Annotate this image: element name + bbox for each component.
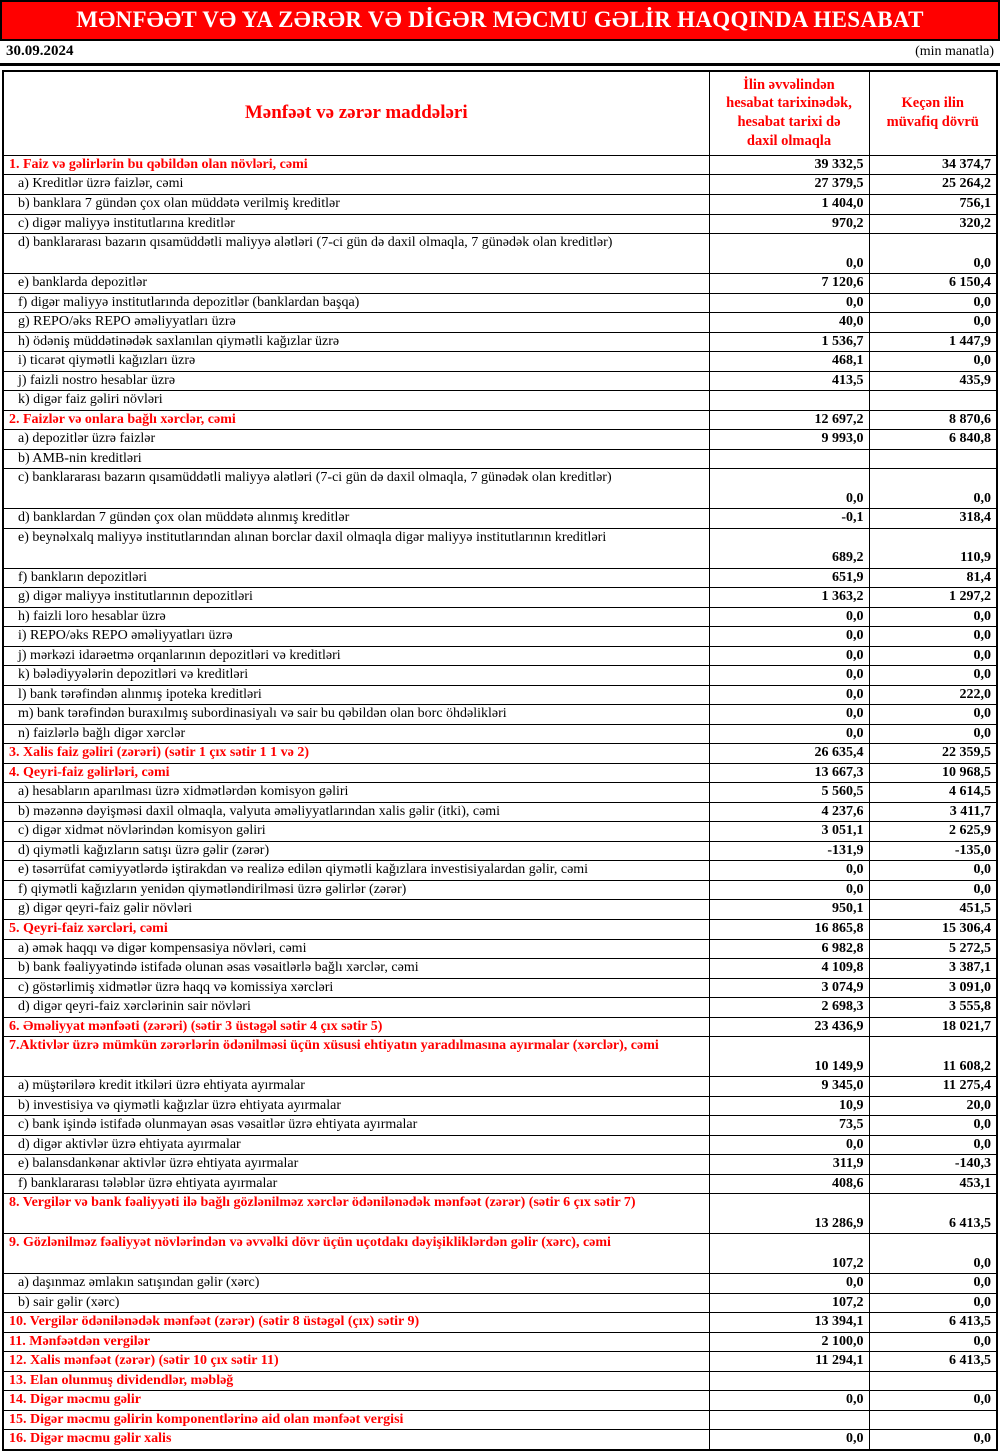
table-row xyxy=(3,1313,997,1333)
table-row xyxy=(3,1410,997,1430)
row-value-previous-period xyxy=(869,1371,997,1391)
row-value-current-period: 3 074,9 xyxy=(709,978,869,998)
row-label: b) bank fəaliyyətində istifadə olunan əsas vəsaitlərlə bağlı xərclər, cəmi xyxy=(3,959,709,979)
row-value-previous-period: 3 555,8 xyxy=(869,998,997,1018)
table-row xyxy=(3,214,997,234)
row-value-current-period: 13 286,9 xyxy=(709,1194,869,1234)
row-label: 13. Elan olunmuş dividendlər, məbləğ xyxy=(3,1371,709,1391)
table-row xyxy=(3,568,997,588)
row-value-previous-period: 320,2 xyxy=(869,214,997,234)
column-header-items: Mənfəət və zərər maddələri xyxy=(3,71,709,156)
row-value-current-period: 10 149,9 xyxy=(709,1037,869,1077)
row-label: c) banklararası bazarın qısamüddətli maliyyə alətləri (7-ci gün də daxil olmaqla, 7 günədək olan kreditlər) xyxy=(3,469,709,509)
row-value-current-period: 3 051,1 xyxy=(709,822,869,842)
row-label: h) ödəniş müddətinədək saxlanılan qiymətli kağızlar üzrə xyxy=(3,332,709,352)
row-label: g) digər maliyyə institutlarının depozitləri xyxy=(3,588,709,608)
table-row xyxy=(3,410,997,430)
row-value-previous-period xyxy=(869,449,997,469)
row-value-previous-period: 5 272,5 xyxy=(869,939,997,959)
row-value-previous-period: 756,1 xyxy=(869,195,997,215)
row-value-previous-period: 0,0 xyxy=(869,705,997,725)
row-value-previous-period: 0,0 xyxy=(869,352,997,372)
row-label: b) investisiya və qiymətli kağızlar üzrə ehtiyata ayırmalar xyxy=(3,1096,709,1116)
row-value-current-period: 0,0 xyxy=(709,861,869,881)
row-value-current-period: 0,0 xyxy=(709,234,869,274)
row-value-previous-period: 0,0 xyxy=(869,1116,997,1136)
row-label: i) REPO/əks REPO əməliyyatları üzrə xyxy=(3,627,709,647)
row-label: h) faizli loro hesablar üzrə xyxy=(3,607,709,627)
row-label: 9. Gözlənilməz fəaliyyət növlərindən və əvvəlki dövr üçün uçotdakı dəyişikliklərdən gəlir (xərc), cəmi xyxy=(3,1234,709,1274)
row-label: d) banklardan 7 gündən çox olan müddətə alınmış kreditlər xyxy=(3,509,709,529)
row-label: g) REPO/əks REPO əməliyyatları üzrə xyxy=(3,313,709,333)
row-label: i) ticarət qiymətli kağızları üzrə xyxy=(3,352,709,372)
row-value-previous-period: 15 306,4 xyxy=(869,919,997,939)
row-label: 12. Xalis mənfəət (zərər) (sətir 10 çıx sətir 11) xyxy=(3,1352,709,1372)
table-row xyxy=(3,313,997,333)
row-label: 5. Qeyri-faiz xərcləri, cəmi xyxy=(3,919,709,939)
row-label: b) AMB-nin kreditləri xyxy=(3,449,709,469)
row-label: b) məzənnə dəyişməsi daxil olmaqla, valyuta əməliyyatlarından xalis gəlir (itki), cəmi xyxy=(3,802,709,822)
row-value-current-period: 0,0 xyxy=(709,646,869,666)
row-value-current-period: -131,9 xyxy=(709,841,869,861)
row-label: a) müştərilərə kredit itkiləri üzrə ehtiyata ayırmalar xyxy=(3,1077,709,1097)
table-row xyxy=(3,880,997,900)
row-value-previous-period: 435,9 xyxy=(869,371,997,391)
row-label: m) bank tərəfindən buraxılmış subordinasiyalı və sair bu qəbildən olan borc öhdəlikləri xyxy=(3,705,709,725)
row-label: a) depozitlər üzrə faizlər xyxy=(3,430,709,450)
row-value-previous-period: 222,0 xyxy=(869,685,997,705)
row-value-current-period: 0,0 xyxy=(709,293,869,313)
table-row xyxy=(3,588,997,608)
row-value-previous-period: 0,0 xyxy=(869,607,997,627)
row-value-current-period: 468,1 xyxy=(709,352,869,372)
table-row xyxy=(3,841,997,861)
row-value-previous-period: 0,0 xyxy=(869,1234,997,1274)
row-value-current-period: 10,9 xyxy=(709,1096,869,1116)
row-label: a) hesabların aparılması üzrə xidmətlərdən komisyon gəliri xyxy=(3,783,709,803)
row-value-current-period xyxy=(709,1410,869,1430)
row-label: 8. Vergilər və bank fəaliyyəti ilə bağlı gözlənilməz xərclər ödənilənədək mənfəət (zərər) (sətir 6 çıx sətir 7) xyxy=(3,1194,709,1234)
row-value-current-period: 970,2 xyxy=(709,214,869,234)
row-value-previous-period: 6 840,8 xyxy=(869,430,997,450)
row-value-previous-period: 18 021,7 xyxy=(869,1017,997,1037)
row-value-previous-period: 0,0 xyxy=(869,469,997,509)
row-label: l) bank tərəfindən alınmış ipoteka kreditləri xyxy=(3,685,709,705)
row-value-previous-period: 451,5 xyxy=(869,900,997,920)
table-row xyxy=(3,666,997,686)
row-value-previous-period: 0,0 xyxy=(869,1274,997,1294)
table-row xyxy=(3,293,997,313)
row-label: n) faizlərlə bağlı digər xərclər xyxy=(3,724,709,744)
row-value-previous-period: 34 374,7 xyxy=(869,155,997,175)
row-value-current-period: 5 560,5 xyxy=(709,783,869,803)
row-label: d) digər qeyri-faiz xərclərinin sair növləri xyxy=(3,998,709,1018)
table-row xyxy=(3,1234,997,1274)
row-value-current-period: 13 394,1 xyxy=(709,1313,869,1333)
row-value-previous-period: 0,0 xyxy=(869,1332,997,1352)
row-label: c) digər maliyyə institutlarına kreditlər xyxy=(3,214,709,234)
row-label: b) banklara 7 gündən çox olan müddətə verilmiş kreditlər xyxy=(3,195,709,215)
row-value-current-period: 689,2 xyxy=(709,528,869,568)
table-row xyxy=(3,783,997,803)
table-row xyxy=(3,1155,997,1175)
table-row xyxy=(3,939,997,959)
row-value-current-period: 11 294,1 xyxy=(709,1352,869,1372)
row-label: g) digər qeyri-faiz gəlir növləri xyxy=(3,900,709,920)
table-row xyxy=(3,978,997,998)
row-value-current-period: 9 345,0 xyxy=(709,1077,869,1097)
row-value-previous-period: 11 275,4 xyxy=(869,1077,997,1097)
row-value-current-period: 0,0 xyxy=(709,469,869,509)
row-label: 4. Qeyri-faiz gəlirləri, cəmi xyxy=(3,763,709,783)
row-label: 10. Vergilər ödənilənədək mənfəət (zərər) (sətir 8 üstəgəl (çıx) sətir 9) xyxy=(3,1313,709,1333)
row-value-previous-period: 0,0 xyxy=(869,646,997,666)
table-row xyxy=(3,744,997,764)
row-label: 3. Xalis faiz gəliri (zərəri) (sətir 1 çıx sətir 1 1 və 2) xyxy=(3,744,709,764)
row-value-current-period: 16 865,8 xyxy=(709,919,869,939)
row-value-current-period: 0,0 xyxy=(709,666,869,686)
row-label: 6. Əməliyyat mənfəəti (zərəri) (sətir 3 üstəgəl sətir 4 çıx sətir 5) xyxy=(3,1017,709,1037)
table-row xyxy=(3,919,997,939)
row-value-previous-period: 3 091,0 xyxy=(869,978,997,998)
table-row xyxy=(3,1017,997,1037)
row-label: j) faizli nostro hesablar üzrə xyxy=(3,371,709,391)
row-value-previous-period xyxy=(869,1410,997,1430)
row-label: 2. Faizlər və onlara bağlı xərclər, cəmi xyxy=(3,410,709,430)
row-value-current-period: 26 635,4 xyxy=(709,744,869,764)
row-value-previous-period: -135,0 xyxy=(869,841,997,861)
row-value-previous-period: 8 870,6 xyxy=(869,410,997,430)
table-header-row xyxy=(3,71,997,156)
row-label: e) banklarda depozitlər xyxy=(3,274,709,294)
row-label: a) Kreditlər üzrə faizlər, cəmi xyxy=(3,175,709,195)
table-row xyxy=(3,175,997,195)
row-value-current-period: 1 536,7 xyxy=(709,332,869,352)
row-value-current-period: 950,1 xyxy=(709,900,869,920)
row-value-current-period xyxy=(709,391,869,411)
table-row xyxy=(3,449,997,469)
row-value-current-period: -0,1 xyxy=(709,509,869,529)
report-date: 30.09.2024 xyxy=(6,42,74,59)
row-value-previous-period: 6 413,5 xyxy=(869,1194,997,1234)
row-value-previous-period: 6 413,5 xyxy=(869,1352,997,1372)
report-table xyxy=(2,70,998,1451)
report-title: MƏNFƏƏT VƏ YA ZƏRƏR VƏ DİGƏR MƏCMU GƏLİR HAQQINDA HESABAT xyxy=(0,0,1000,41)
row-value-previous-period: 22 359,5 xyxy=(869,744,997,764)
row-value-current-period: 651,9 xyxy=(709,568,869,588)
row-value-current-period xyxy=(709,1371,869,1391)
column-header-current-period: İlin əvvəlindən hesabat tarixinədək, hesabat tarixi də daxil olmaqla xyxy=(709,71,869,156)
table-row xyxy=(3,646,997,666)
row-label: e) beynəlxalq maliyyə institutlarından alınan borclar daxil olmaqla digər maliyyə institutlarının kreditləri xyxy=(3,528,709,568)
table-row xyxy=(3,705,997,725)
row-label: a) daşınmaz əmlakın satışından gəlir (xərc) xyxy=(3,1274,709,1294)
row-value-previous-period: -140,3 xyxy=(869,1155,997,1175)
table-row xyxy=(3,274,997,294)
table-row xyxy=(3,685,997,705)
row-label: c) göstərlimiş xidmətlər üzrə haqq və komissiya xərcləri xyxy=(3,978,709,998)
table-row xyxy=(3,1077,997,1097)
column-header-previous-period: Keçən ilin müvafiq dövrü xyxy=(869,71,997,156)
row-value-current-period: 6 982,8 xyxy=(709,939,869,959)
table-row xyxy=(3,1037,997,1077)
unit-note: (min manatla) xyxy=(915,43,994,59)
row-label: k) digər faiz gəliri növləri xyxy=(3,391,709,411)
row-value-previous-period: 453,1 xyxy=(869,1174,997,1194)
row-value-current-period: 12 697,2 xyxy=(709,410,869,430)
table-row xyxy=(3,430,997,450)
table-row xyxy=(3,861,997,881)
row-value-current-period: 1 363,2 xyxy=(709,588,869,608)
row-value-current-period: 0,0 xyxy=(709,1391,869,1411)
table-row xyxy=(3,627,997,647)
row-value-previous-period: 3 411,7 xyxy=(869,802,997,822)
row-label: e) balansdankənar aktivlər üzrə ehtiyata ayırmalar xyxy=(3,1155,709,1175)
row-label: b) sair gəlir (xərc) xyxy=(3,1293,709,1313)
row-value-current-period: 0,0 xyxy=(709,627,869,647)
table-row xyxy=(3,607,997,627)
row-label: d) qiymətli kağızların satışı üzrə gəlir (zərər) xyxy=(3,841,709,861)
row-value-previous-period: 1 447,9 xyxy=(869,332,997,352)
row-label: c) bank işində istifadə olunmayan əsas vəsaitlər üzrə ehtiyata ayırmalar xyxy=(3,1116,709,1136)
row-value-previous-period: 10 968,5 xyxy=(869,763,997,783)
row-value-current-period: 27 379,5 xyxy=(709,175,869,195)
row-value-previous-period: 0,0 xyxy=(869,627,997,647)
row-value-current-period: 0,0 xyxy=(709,705,869,725)
row-value-current-period: 73,5 xyxy=(709,1116,869,1136)
table-row xyxy=(3,763,997,783)
row-value-current-period: 0,0 xyxy=(709,880,869,900)
row-label: 15. Digər məcmu gəlirin komponentlərinə aid olan mənfəət vergisi xyxy=(3,1410,709,1430)
table-row xyxy=(3,391,997,411)
row-label: 16. Digər məcmu gəlir xalis xyxy=(3,1430,709,1450)
row-value-previous-period: 0,0 xyxy=(869,1430,997,1450)
table-row xyxy=(3,155,997,175)
row-value-previous-period: 0,0 xyxy=(869,666,997,686)
table-row xyxy=(3,1332,997,1352)
row-value-previous-period: 6 150,4 xyxy=(869,274,997,294)
row-label: f) bankların depozitləri xyxy=(3,568,709,588)
table-row xyxy=(3,1391,997,1411)
row-value-previous-period: 3 387,1 xyxy=(869,959,997,979)
row-value-previous-period xyxy=(869,391,997,411)
table-row xyxy=(3,822,997,842)
row-label: d) digər aktivlər üzrə ehtiyata ayırmalar xyxy=(3,1135,709,1155)
row-value-current-period xyxy=(709,449,869,469)
row-value-current-period: 2 698,3 xyxy=(709,998,869,1018)
row-value-current-period: 0,0 xyxy=(709,1274,869,1294)
row-value-current-period: 23 436,9 xyxy=(709,1017,869,1037)
table-row xyxy=(3,1135,997,1155)
table-row xyxy=(3,1194,997,1234)
report-meta xyxy=(0,41,1000,66)
table-row xyxy=(3,724,997,744)
table-row xyxy=(3,371,997,391)
row-label: j) mərkəzi idarəetmə orqanlarının depozitləri və kreditləri xyxy=(3,646,709,666)
table-row xyxy=(3,959,997,979)
row-label: a) əmək haqqı və digər kompensasiya növləri, cəmi xyxy=(3,939,709,959)
row-value-previous-period: 110,9 xyxy=(869,528,997,568)
row-value-previous-period: 2 625,9 xyxy=(869,822,997,842)
row-value-previous-period: 1 297,2 xyxy=(869,588,997,608)
row-value-previous-period: 318,4 xyxy=(869,509,997,529)
row-value-current-period: 4 109,8 xyxy=(709,959,869,979)
row-value-previous-period: 0,0 xyxy=(869,313,997,333)
row-label: e) təsərrüfat cəmiyyətlərdə iştirakdan və realizə edilən qiymətli kağızlara investisiyalardan gəlir, cəmi xyxy=(3,861,709,881)
row-value-previous-period: 0,0 xyxy=(869,880,997,900)
table-row xyxy=(3,802,997,822)
row-label: c) digər xidmət növlərindən komisyon gəliri xyxy=(3,822,709,842)
table-row xyxy=(3,1352,997,1372)
row-value-previous-period: 81,4 xyxy=(869,568,997,588)
table-row xyxy=(3,234,997,274)
row-value-previous-period: 0,0 xyxy=(869,724,997,744)
table-row xyxy=(3,528,997,568)
row-value-current-period: 311,9 xyxy=(709,1155,869,1175)
row-value-current-period: 0,0 xyxy=(709,607,869,627)
table-row xyxy=(3,469,997,509)
table-row xyxy=(3,195,997,215)
row-value-current-period: 40,0 xyxy=(709,313,869,333)
table-row xyxy=(3,332,997,352)
table-row xyxy=(3,1371,997,1391)
row-value-current-period: 413,5 xyxy=(709,371,869,391)
row-value-current-period: 2 100,0 xyxy=(709,1332,869,1352)
table-row xyxy=(3,1174,997,1194)
row-value-current-period: 4 237,6 xyxy=(709,802,869,822)
row-value-current-period: 107,2 xyxy=(709,1293,869,1313)
row-value-previous-period: 0,0 xyxy=(869,1135,997,1155)
report-table-body xyxy=(3,155,997,1449)
table-row xyxy=(3,1274,997,1294)
row-label: f) banklararası tələblər üzrə ehtiyata ayırmalar xyxy=(3,1174,709,1194)
row-label: f) digər maliyyə institutlarında depozitlər (banklardan başqa) xyxy=(3,293,709,313)
row-value-current-period: 0,0 xyxy=(709,1430,869,1450)
row-value-previous-period: 0,0 xyxy=(869,1391,997,1411)
row-label: 1. Faiz və gəlirlərin bu qəbildən olan növləri, cəmi xyxy=(3,155,709,175)
row-value-current-period: 13 667,3 xyxy=(709,763,869,783)
table-row xyxy=(3,1096,997,1116)
row-value-previous-period: 0,0 xyxy=(869,861,997,881)
row-value-current-period: 408,6 xyxy=(709,1174,869,1194)
row-value-previous-period: 0,0 xyxy=(869,1293,997,1313)
row-label: k) bələdiyyələrin depozitləri və kreditləri xyxy=(3,666,709,686)
row-label: 14. Digər məcmu gəlir xyxy=(3,1391,709,1411)
row-label: f) qiymətli kağızların yenidən qiymətləndirilməsi üzrə gəlirlər (zərər) xyxy=(3,880,709,900)
row-value-current-period: 39 332,5 xyxy=(709,155,869,175)
row-value-previous-period: 6 413,5 xyxy=(869,1313,997,1333)
table-row xyxy=(3,509,997,529)
table-row xyxy=(3,998,997,1018)
table-row xyxy=(3,900,997,920)
row-value-current-period: 107,2 xyxy=(709,1234,869,1274)
row-value-current-period: 9 993,0 xyxy=(709,430,869,450)
row-value-current-period: 0,0 xyxy=(709,1135,869,1155)
table-row xyxy=(3,1293,997,1313)
row-value-previous-period: 4 614,5 xyxy=(869,783,997,803)
table-row xyxy=(3,1116,997,1136)
row-value-current-period: 1 404,0 xyxy=(709,195,869,215)
row-label: 7.Aktivlər üzrə mümkün zərərlərin ödənilməsi üçün xüsusi ehtiyatın yaradılmasına ayırmalar (xərclər), cəmi xyxy=(3,1037,709,1077)
row-value-previous-period: 25 264,2 xyxy=(869,175,997,195)
row-value-previous-period: 0,0 xyxy=(869,234,997,274)
row-value-current-period: 0,0 xyxy=(709,724,869,744)
row-value-current-period: 7 120,6 xyxy=(709,274,869,294)
row-value-previous-period: 11 608,2 xyxy=(869,1037,997,1077)
row-value-previous-period: 20,0 xyxy=(869,1096,997,1116)
row-value-previous-period: 0,0 xyxy=(869,293,997,313)
row-value-current-period: 0,0 xyxy=(709,685,869,705)
row-label: 11. Mənfəətdən vergilər xyxy=(3,1332,709,1352)
table-row xyxy=(3,352,997,372)
row-label: d) banklararası bazarın qısamüddətli maliyyə alətləri (7-ci gün də daxil olmaqla, 7 günədək olan kreditlər) xyxy=(3,234,709,274)
